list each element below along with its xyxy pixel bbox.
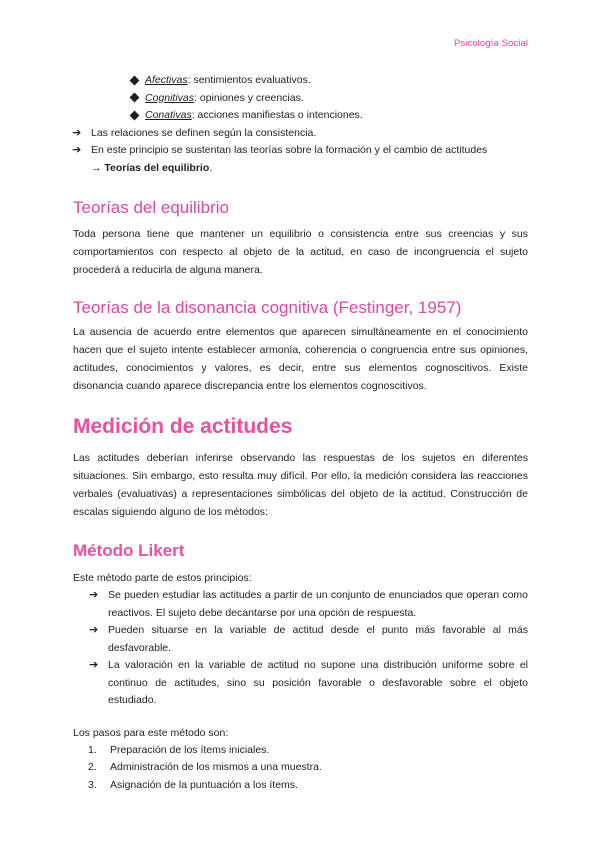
list-item [73,622,528,657]
running-header: Psicología Social [453,38,528,49]
step-number: 2. [88,761,97,773]
equilibrio-reference: Teorías del equilibrio [104,161,210,174]
component-term: Afectivas [145,74,188,86]
paragraph-medicion: Las actitudes deberían inferirse observando las respuestas de los sujetos en diferentes situaciones. Sin embargo, esto resulta muy difícil. Por ello, la medición considera las reacciones verbales (evaluativas) a representaciones simbólicas del objeto de la actitud. Construcción de escalas siguiendo alguno de los métodos: [73,452,528,518]
point-text: En este principio se sustentan las teorías sobre la formación y el cambio de actitudes [91,144,488,156]
paragraph-disonancia: La ausencia de acuerdo entre elementos que aparecen simultáneamente en el conocimiento hacen que el sujeto intente establecer armonía, coherencia o congruencia entre sus opiniones, actitudes, conocimientos y valores, es decir, entre sus elementos cognoscitivos. Existe disonancia cuando aparece discrepancia entre los elementos cognoscitivos. [73,326,528,392]
likert-principles-list [73,587,528,710]
diamond-bullet-icon [130,75,140,85]
list-item [73,72,528,90]
component-term: Cognitivas [145,91,195,104]
component-term: Conativas [145,109,192,121]
principle-text: Pueden situarse en la variable de actitud desde el punto más favorable al más desfavorable. [108,624,528,654]
likert-steps-intro: Los pasos para este método son: [73,726,229,739]
principle-text: Se pueden estudiar las actitudes a partir de un conjunto de enunciados que operan como reactivos. El sujeto debe decantarse por una opción de respuesta. [108,589,528,619]
likert-intro: Este método parte de estos principios: [73,572,252,584]
list-item [73,107,528,125]
component-text: : acciones manifiestas o intenciones. [191,109,363,121]
component-text: : opiniones y creencias. [194,91,304,104]
consistency-points-list [54,125,528,178]
inline-arrow: → [91,161,102,174]
arrow-bullet-icon: ➔ [89,659,99,671]
section-heading-likert: Método Likert [73,541,185,560]
step-text: Preparación de los ítems iniciales. [110,743,270,756]
step-text: Asignación de la puntuación a los ítems. [110,778,298,791]
point-text: Las relaciones se definen según la consistencia. [91,126,317,139]
diamond-bullet-icon [130,93,140,103]
likert-steps-list [73,742,528,795]
page-content [73,72,528,794]
attitude-components-list [73,72,528,125]
arrow-bullet-icon: ➔ [89,589,99,601]
section-heading-disonancia: Teorías de la disonancia cognitiva (Festinger, 1957) [73,298,462,317]
list-item [73,742,528,760]
step-number: 1. [88,743,97,756]
list-item [73,657,528,710]
list-item [73,777,528,795]
list-item [54,125,528,143]
section-heading-equilibrio: Teorías del equilibrio [73,198,229,217]
step-text: Administración de los mismos a una muestra. [110,761,322,773]
paragraph-equilibrio: Toda persona tiene que mantener un equilibrio o consistencia entre sus creencias y sus comportamientos con respecto al objeto de la actitud, en caso de incongruencia el sujeto procederá a reducirla de alguna manera. [73,228,528,276]
list-item [73,587,528,622]
component-text: : sentimientos evaluativos. [187,74,311,86]
step-number: 3. [88,778,97,791]
arrow-bullet-icon: ➔ [72,144,82,156]
arrow-bullet-icon: ➔ [89,624,99,636]
list-item [73,90,528,108]
point-end: . [209,161,213,174]
section-heading-medicion: Medición de actitudes [73,415,293,438]
point-continuation [91,160,528,178]
diamond-bullet-icon [130,110,140,120]
list-item [54,142,528,177]
principle-text: La valoración en la variable de actitud no supone una distribución uniforme sobre el continuo de actitudes, sino su posición favorable o desfavorable sobre el objeto estudiado. [108,659,528,706]
list-item [73,759,528,777]
arrow-bullet-icon: ➔ [72,126,82,139]
